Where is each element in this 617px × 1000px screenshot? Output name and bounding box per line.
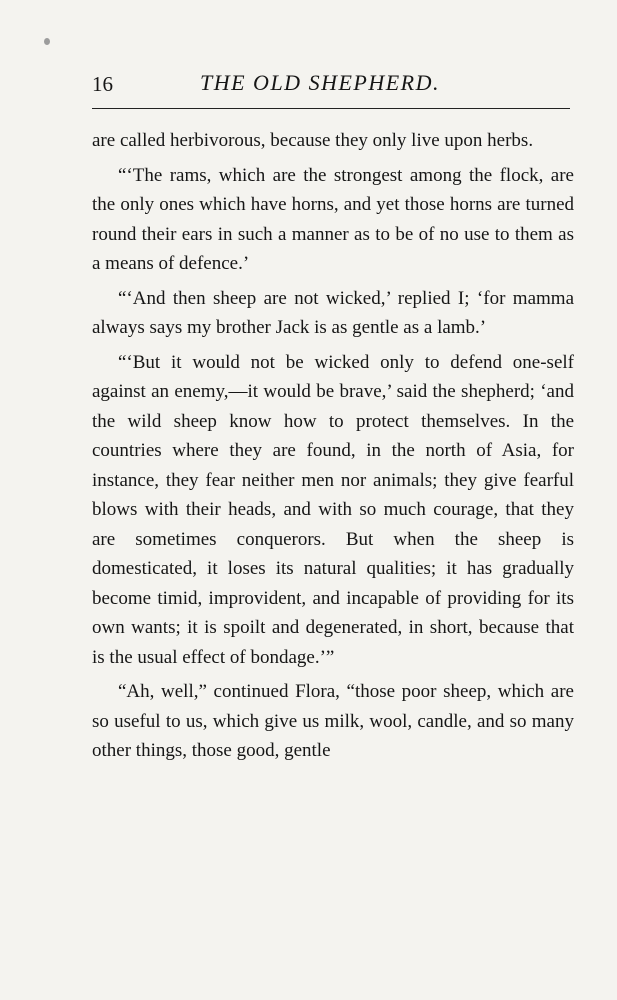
paragraph: “‘And then sheep are not wicked,’ replied I; ‘for mamma always says my brother Jack is as gentle as a lamb.’ [92, 287, 574, 338]
paragraph: are called herbivorous, because they only live upon herbs. [92, 130, 534, 151]
running-title: THE OLD SHEPHERD. [200, 70, 440, 95]
paragraph: “Ah, well,” continued Flora, “those poor sheep, which are so useful to us, which give us milk, wool, candle, and so many other things, those good, gentle [92, 681, 574, 761]
ink-speck [44, 38, 50, 45]
header-rule [92, 108, 570, 109]
body-text [92, 126, 574, 771]
page-number: 16 [92, 72, 113, 96]
running-head [92, 70, 570, 104]
paragraph: “‘But it would not be wicked only to defend one-self against an enemy,—it would be brave,’ said the shepherd; ‘and the wild sheep know how to protect themselves. In the countries where they are found, in the north of Asia, for instance, they fear neither men nor animals; they give fearful blows with their heads, and with so much courage, that they are sometimes conquerors. But when the sheep is domesticated, it loses its natural qualities; it has gradually become timid, improvident, and incapable of providing for its own wants; it is spoilt and degenerated, in short, because that is the usual effect of bondage.’” [92, 351, 574, 668]
paragraph: “‘The rams, which are the strongest among the flock, are the only ones which have horns, and yet those horns are turned round their ears in such a manner as to be of no use to them as a means of defence.’ [92, 164, 574, 274]
